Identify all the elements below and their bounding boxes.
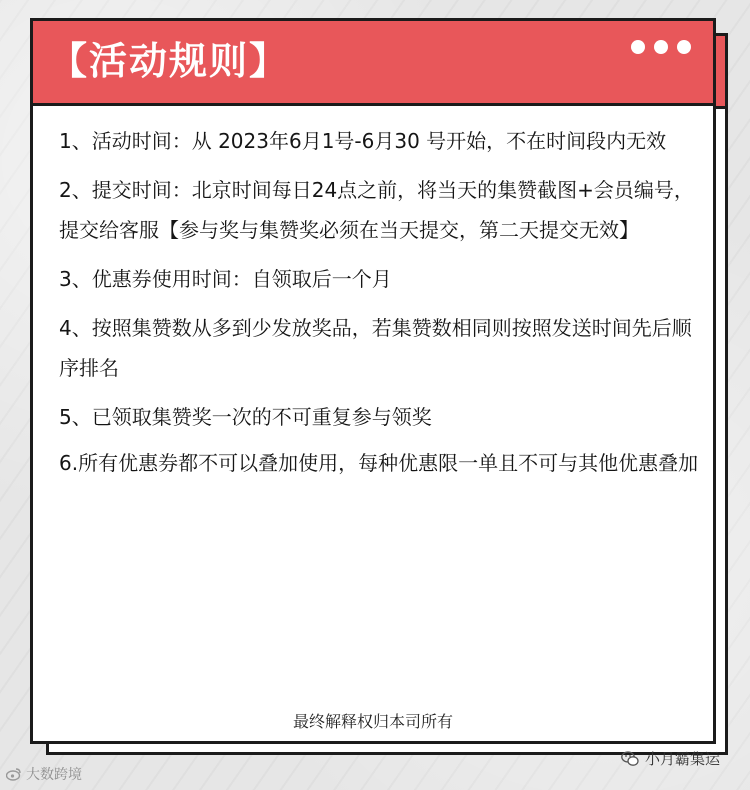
rule-item-4: 4、按照集赞数从多到少发放奖品，若集赞数相同则按照发送时间先后顺序排名 — [59, 316, 692, 380]
watermark-right — [621, 748, 720, 769]
page-title: 【活动规则】 — [49, 39, 290, 83]
wechat-icon — [621, 751, 639, 767]
rule-item-1: 1、活动时间：从 2023年6月1号-6月30 号开始，不在时间段内无效 — [59, 129, 667, 153]
rule-item-6: 6.所有优惠券都不可以叠加使用，每种优惠限一单且不可与其他优惠叠加 — [59, 451, 699, 475]
rules-list — [59, 121, 699, 489]
rule-item-5: 5、已领取集赞奖一次的不可重复参与领奖 — [59, 405, 432, 429]
watermark-right-text: 小月霸集运 — [644, 750, 720, 768]
rules-card — [30, 18, 716, 744]
dot-icon — [677, 40, 691, 54]
dot-icon — [631, 40, 645, 54]
watermark-left — [6, 764, 82, 784]
watermark-left-text: 大数跨境 — [26, 767, 82, 783]
dot-icon — [654, 40, 668, 54]
weibo-icon — [6, 767, 22, 781]
footer-note: 最终解释权归本司所有 — [292, 712, 453, 731]
card-header — [33, 21, 713, 106]
rule-item-2: 2、提交时间：北京时间每日24点之前，将当天的集赞截图+会员编号，提交给客服【参与奖与集赞奖必须在当天提交，第二天提交无效】 — [59, 178, 694, 242]
window-dots — [631, 40, 691, 54]
rule-item-3: 3、优惠券使用时间：自领取后一个月 — [59, 267, 392, 291]
